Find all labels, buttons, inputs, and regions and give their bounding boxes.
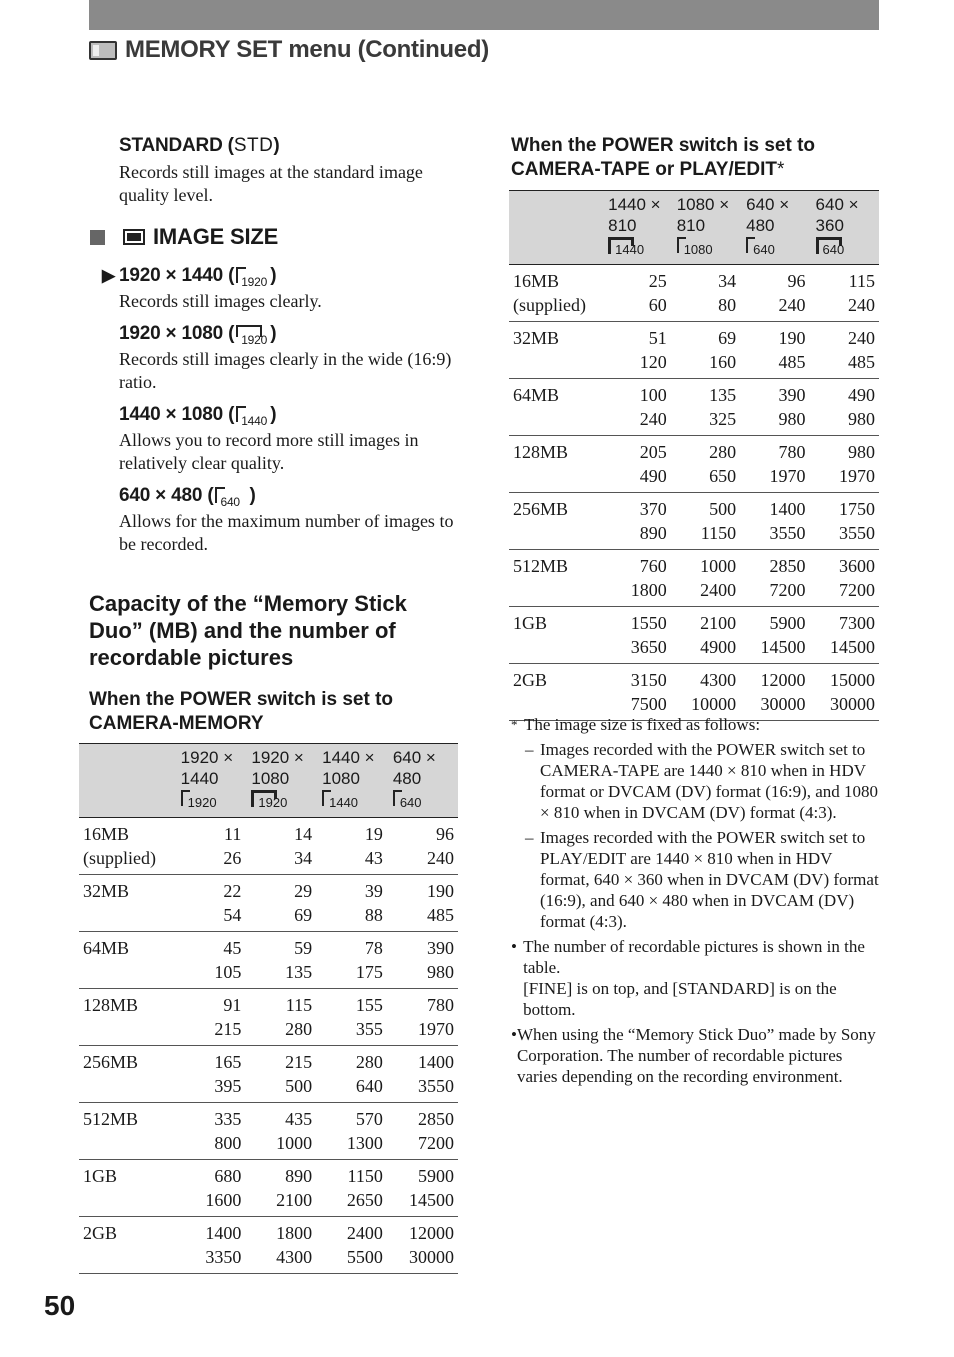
table-cell: 91 215: [175, 989, 246, 1046]
capacity-table-camera-tape: [509, 190, 879, 721]
capacity-heading: Capacity of the “Memory Stick Duo” (MB) and the number of recordable pictures: [89, 591, 407, 670]
table-row: [509, 607, 879, 664]
image-size-options: [102, 265, 467, 566]
notes-section: [511, 714, 881, 1087]
image-size-icon: 640: [214, 485, 248, 507]
column-header: 1440 × 1080 1440: [316, 744, 387, 818]
table-header-row: [79, 744, 458, 818]
table-cell: 15000 30000: [810, 664, 879, 721]
row-label: 16MB (supplied): [509, 265, 602, 322]
table-cell: 11 26: [175, 818, 246, 875]
standard-section: [119, 135, 464, 207]
option-title: 640 × 480 ( 640 ): [119, 485, 256, 509]
table-cell: 7300 14500: [810, 607, 879, 664]
table-cell: 4300 10000: [671, 664, 740, 721]
page-number: 50: [44, 1290, 76, 1321]
table-cell: 1400 3550: [387, 1046, 458, 1103]
option-title: 1920 × 1080 ( 1920 ): [119, 323, 277, 347]
column-header: 640 × 480 640: [740, 191, 809, 265]
table-cell: 240 485: [810, 322, 879, 379]
row-label: 1GB: [509, 607, 602, 664]
table-cell: 59 135: [245, 932, 316, 989]
table-cell: 570 1300: [316, 1103, 387, 1160]
row-label: 16MB (supplied): [79, 818, 175, 875]
image-size-option: [102, 323, 467, 394]
row-label: 2GB: [79, 1217, 175, 1274]
row-label: 256MB: [509, 493, 602, 550]
table-cell: 2850 7200: [740, 550, 809, 607]
image-size-option: [102, 404, 467, 475]
table-row: [509, 379, 879, 436]
table-cell: 29 69: [245, 875, 316, 932]
table-cell: 100 240: [602, 379, 671, 436]
table-cell: 5900 14500: [740, 607, 809, 664]
table-cell: 390 980: [740, 379, 809, 436]
row-label: 32MB: [509, 322, 602, 379]
table-cell: 25 60: [602, 265, 671, 322]
column-header: 1080 × 810 1080: [671, 191, 740, 265]
table-cell: 45 105: [175, 932, 246, 989]
table-cell: 1750 3550: [810, 493, 879, 550]
table-cell: 760 1800: [602, 550, 671, 607]
column-header: 640 × 360 640: [810, 191, 879, 265]
image-size-icon: 640: [393, 790, 433, 810]
column-header: 1920 × 1080 1920: [245, 744, 316, 818]
image-size-option: [102, 265, 467, 313]
option-desc: Allows you to record more still images in relatively clear quality.: [119, 430, 419, 473]
row-label: 256MB: [79, 1046, 175, 1103]
table-cell: 490 980: [810, 379, 879, 436]
table-row: [79, 875, 458, 932]
image-size-icon: 1080: [677, 237, 717, 257]
note-dash-item: – Images recorded with the POWER switch set to PLAY/EDIT are 1440 × 810 when in HDV format, 640 × 360 when in DVCAM (DV) format (16:9), and 640 × 480 when in DVCAM (DV) format (4:3).: [525, 828, 879, 931]
table-cell: 22 54: [175, 875, 246, 932]
image-size-icon: 640: [746, 237, 786, 257]
table-row: [509, 550, 879, 607]
table-cell: 780 1970: [740, 436, 809, 493]
table-cell: 12000 30000: [740, 664, 809, 721]
image-size-icon: 640: [816, 237, 856, 257]
table-cell: 215 500: [245, 1046, 316, 1103]
table-cell: 34 80: [671, 265, 740, 322]
table-cell: 205 490: [602, 436, 671, 493]
table-cell: 12000 30000: [387, 1217, 458, 1274]
table-cell: 2400 5500: [316, 1217, 387, 1274]
memory-stick-icon: [89, 41, 117, 60]
image-size-icon: 1440: [235, 404, 269, 426]
row-label: 2GB: [509, 664, 602, 721]
row-label: 1GB: [79, 1160, 175, 1217]
column-header: 640 × 480 640: [387, 744, 458, 818]
table-row: [79, 932, 458, 989]
table-row: [509, 664, 879, 721]
table-cell: 1150 2650: [316, 1160, 387, 1217]
table-cell: 39 88: [316, 875, 387, 932]
table-cell: 1550 3650: [602, 607, 671, 664]
table-cell: 280 650: [671, 436, 740, 493]
table-cell: 1400 3350: [175, 1217, 246, 1274]
table-cell: 5900 14500: [387, 1160, 458, 1217]
row-label: 64MB: [79, 932, 175, 989]
table-cell: 3150 7500: [602, 664, 671, 721]
image-size-icon: [123, 229, 145, 245]
image-size-icon: 1920: [235, 323, 269, 345]
option-title: ▶ 1920 × 1440 ( 1920 ): [102, 265, 277, 289]
table-cell: 96 240: [740, 265, 809, 322]
option-desc: Records still images clearly in the wide (16:9) ratio.: [119, 349, 452, 392]
table-row: [79, 1046, 458, 1103]
table-cell: 1400 3550: [740, 493, 809, 550]
table-cell: 155 355: [316, 989, 387, 1046]
table-cell: 435 1000: [245, 1103, 316, 1160]
image-size-icon: 1440: [608, 237, 648, 257]
image-size-option: [102, 485, 467, 556]
table1-caption: When the POWER switch is set to CAMERA-MEMORY: [89, 689, 394, 734]
note-bullet-2: • When using the “Memory Stick Duo” made by Sony Corporation. The number of recordable pictures varies depending on the recording environment.: [511, 1025, 876, 1086]
column-header: 1440 × 810 1440: [602, 191, 671, 265]
standard-desc: Records still images at the standard image quality level.: [119, 162, 423, 205]
option-desc: Allows for the maximum number of images to be recorded.: [119, 511, 454, 554]
row-label: 128MB: [509, 436, 602, 493]
table-row: [79, 1103, 458, 1160]
table-cell: 980 1970: [810, 436, 879, 493]
table-cell: 190 485: [387, 875, 458, 932]
image-size-icon: 1920: [235, 265, 269, 287]
table-cell: 370 890: [602, 493, 671, 550]
table-row: [79, 818, 458, 875]
image-size-heading: IMAGE SIZE: [90, 224, 470, 250]
note-star: * The image size is fixed as follows:: [511, 715, 761, 734]
table-cell: 115 280: [245, 989, 316, 1046]
header-corner: [79, 744, 175, 818]
square-bullet-icon: [90, 230, 105, 245]
table-cell: 14 34: [245, 818, 316, 875]
std-icon: STD: [233, 135, 274, 156]
table-cell: 69 160: [671, 322, 740, 379]
table-cell: 96 240: [387, 818, 458, 875]
table-cell: 335 800: [175, 1103, 246, 1160]
table-cell: 135 325: [671, 379, 740, 436]
table-row: [79, 1217, 458, 1274]
option-desc: Records still images clearly.: [119, 291, 322, 311]
row-label: 32MB: [79, 875, 175, 932]
table-row: [79, 989, 458, 1046]
table-cell: 1000 2400: [671, 550, 740, 607]
page-title: MEMORY SET menu (Continued): [125, 36, 489, 63]
row-label: 64MB: [509, 379, 602, 436]
table-row: [509, 493, 879, 550]
table-cell: 190 485: [740, 322, 809, 379]
row-label: 512MB: [509, 550, 602, 607]
table-cell: 1800 4300: [245, 1217, 316, 1274]
standard-title: STANDARD ( STD ): [119, 135, 280, 156]
option-title: 1440 × 1080 ( 1440 ): [119, 404, 277, 428]
table-cell: 115 240: [810, 265, 879, 322]
table-header-row: [509, 191, 879, 265]
table-row: [79, 1160, 458, 1217]
top-bar: [89, 0, 879, 30]
table1-container: [79, 743, 458, 1274]
table-cell: 390 980: [387, 932, 458, 989]
table-cell: 780 1970: [387, 989, 458, 1046]
table-row: [509, 265, 879, 322]
option-marker: ▶: [102, 266, 115, 285]
table2-container: [509, 190, 879, 721]
table-cell: 165 395: [175, 1046, 246, 1103]
image-size-icon: 1920: [251, 790, 291, 810]
table-cell: 890 2100: [245, 1160, 316, 1217]
table-cell: 2100 4900: [671, 607, 740, 664]
header-corner: [509, 191, 602, 265]
image-size-icon: 1920: [181, 790, 221, 810]
table-cell: 51 120: [602, 322, 671, 379]
note-bullet-1: • The number of recordable pictures is shown in the table. [FINE] is on top, and [STANDARD] is on the bottom.: [511, 937, 865, 1019]
note-dash-item: – Images recorded with the POWER switch set to CAMERA-TAPE are 1440 × 810 when in HDV format or DVCAM (DV) format (16:9), and 1080 × 810 when in DVCAM (DV) format (4:3).: [525, 740, 879, 822]
image-size-icon: 1440: [322, 790, 362, 810]
table-cell: 19 43: [316, 818, 387, 875]
table-cell: 2850 7200: [387, 1103, 458, 1160]
page-header: [89, 36, 489, 64]
row-label: 128MB: [79, 989, 175, 1046]
table-cell: 78 175: [316, 932, 387, 989]
table-row: [509, 322, 879, 379]
capacity-table-camera-memory: [79, 743, 458, 1274]
row-label: 512MB: [79, 1103, 175, 1160]
table-cell: 500 1150: [671, 493, 740, 550]
table2-caption: When the POWER switch is set to CAMERA-TAPE or PLAY/EDIT*: [511, 135, 816, 180]
table-cell: 280 640: [316, 1046, 387, 1103]
table-cell: 680 1600: [175, 1160, 246, 1217]
column-header: 1920 × 1440 1920: [175, 744, 246, 818]
table-cell: 3600 7200: [810, 550, 879, 607]
table-row: [509, 436, 879, 493]
